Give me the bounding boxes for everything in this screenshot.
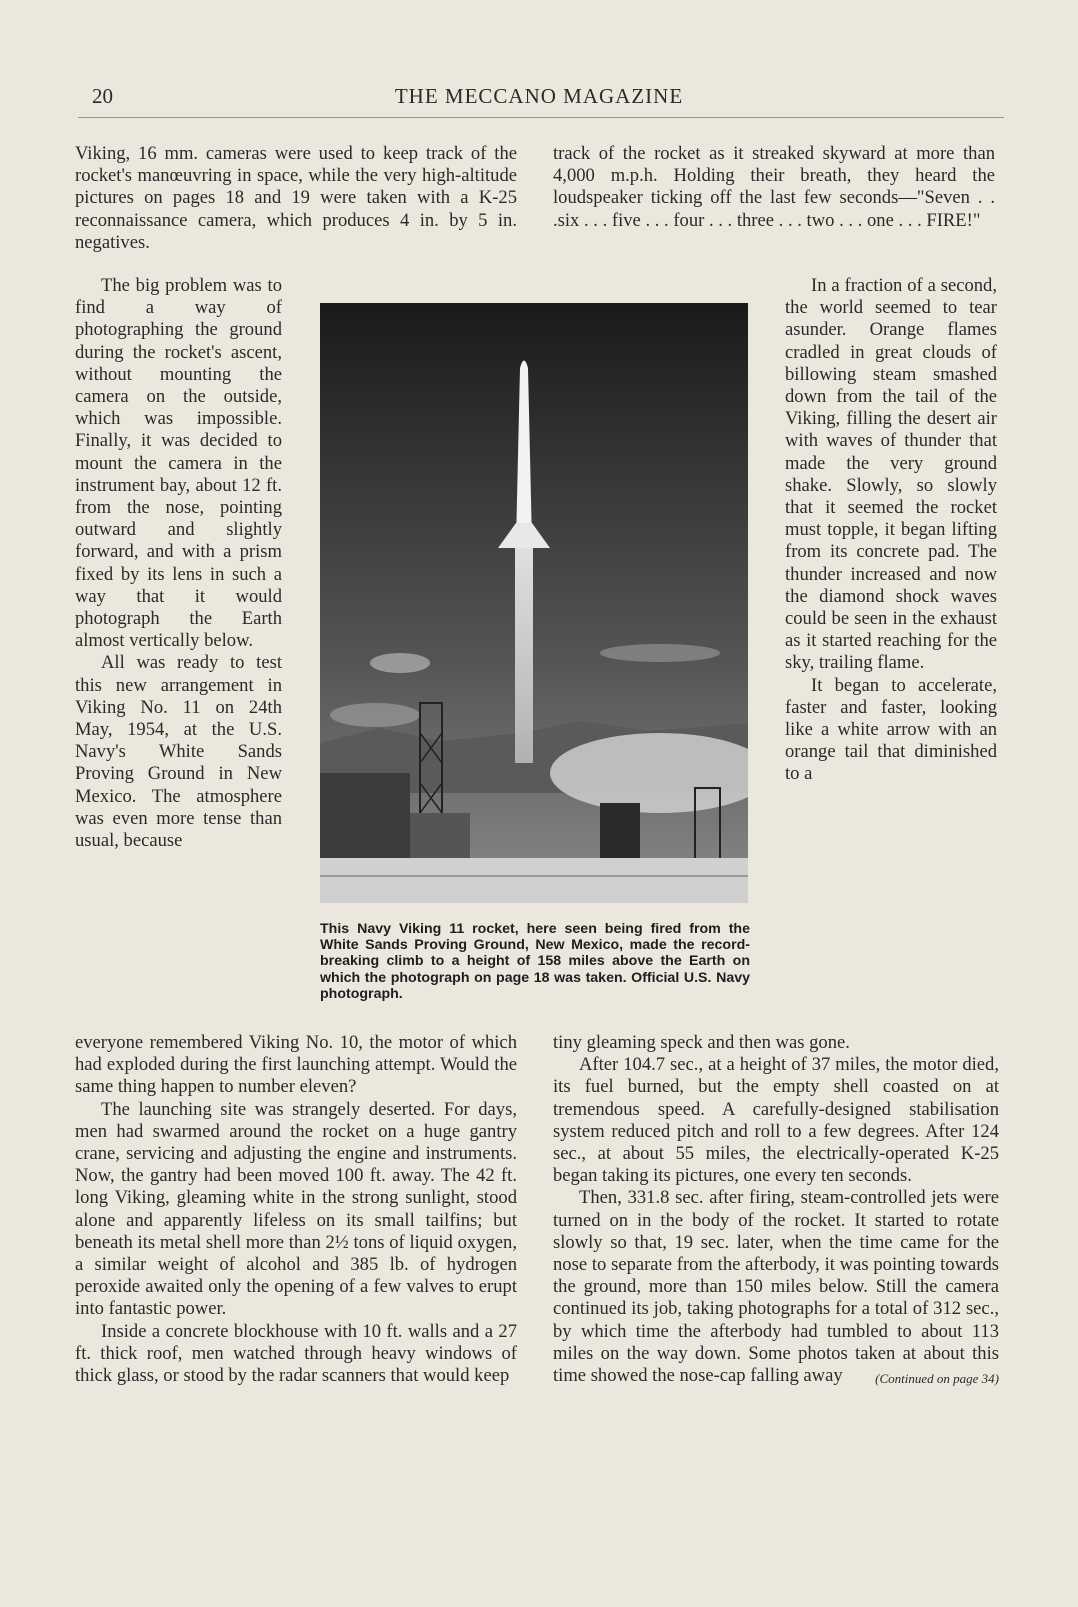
paragraph: track of the rocket as it streaked skyward at more than 4,000 m.p.h. Holding their breath, they heard the loudspeaker ticking off the last few seconds—"Seven . . .six . . . five . . . four . . . three . . . two . . . one . . . FIRE!" — [553, 143, 995, 231]
paragraph-text: Then, 331.8 sec. after firing, steam-controlled jets were turned on in the body of the rocket. It started to rotate slowly so that, 19 sec. later, when the time came for the nose to separate from the afterbody, it was pointing towards the ground, more than 150 miles below. Still the camera continued its job, taking photographs for a total of 312 sec., by which time the afterbody had tumbled to about 113 miles on the way down. Some photos taken at about this time showed the nose-cap falling away — [553, 1187, 999, 1387]
paragraph — [553, 1187, 999, 1387]
rocket-launch-photo — [320, 303, 748, 903]
paragraph: The launching site was strangely deserted. For days, men had swarmed around the rocket on a huge gantry crane, servicing and adjusting the engine and instruments. Now, the gantry had been moved 100 ft. away. The 42 ft. long Viking, gleaming white in the strong sunlight, stood alone and apparently lifeless on its small tailfins; but beneath its metal shell more than 2½ tons of liquid oxygen, a similar weight of alcohol and 385 lb. of hydrogen peroxide awaited only the opening of a few valves to erupt into fantastic power. — [75, 1098, 517, 1320]
page-number: 20 — [92, 84, 113, 108]
paragraph: In a fraction of a second, the world seemed to tear asunder. Orange flames cradled in great clouds of billowing steam smashed down from the tail of the Viking, filling the desert air with waves of thunder that made the very ground shake. Slowly, so slowly that it seemed the rocket must topple, it began lifting from its concrete pad. The thunder increased and now the diamond shock waves could be seen in the exhaust as it started reaching for the sky, trailing flame. — [785, 275, 997, 674]
paragraph: It began to accelerate, faster and faster, looking like a white arrow with an orange tail that diminished to a — [785, 674, 997, 785]
paragraph: After 104.7 sec., at a height of 37 miles, the motor died, its fuel burned, but the empty shell coasted on at tremendous speed. A carefully-designed stabilisation system reduced pitch and roll to a few degrees. After 124 sec., at about 55 miles, the electrically-operated K-25 began taking its pictures, one every ten seconds. — [553, 1054, 999, 1187]
paragraph: tiny gleaming speck and then was gone. — [553, 1032, 850, 1053]
narrow-right-column — [785, 275, 997, 786]
paragraph: everyone remembered Viking No. 10, the motor of which had exploded during the first launching attempt. Would the same thing happen to number eleven? — [75, 1032, 517, 1098]
rocket-launch-illustration — [320, 303, 748, 903]
intro-right-column — [553, 143, 995, 232]
photo-caption: This Navy Viking 11 rocket, here seen being fired from the White Sands Proving Ground, New Mexico, made the record-breaking climb to a height of 158 miles above the Earth on which the photograph on page 18 was taken. Official U.S. Navy photograph. — [320, 921, 750, 1002]
paragraph: Inside a concrete blockhouse with 10 ft. walls and a 27 ft. thick roof, men watched through heavy windows of thick glass, or stood by the radar scanners that would keep — [75, 1320, 517, 1387]
header-rule — [78, 117, 1004, 118]
narrow-left-column — [75, 275, 282, 852]
bottom-left-column — [75, 1032, 517, 1387]
paragraph: All was ready to test this new arrangement in Viking No. 11 on 24th May, 1954, at the U.S. Navy's White Sands Proving Ground in New Mexico. The atmosphere was even more tense than usual, because — [75, 652, 282, 852]
paragraph: Viking, 16 mm. cameras were used to keep track of the rocket's manœuvring in space, while the very high-altitude pictures on pages 18 and 19 were taken with a K-25 reconnaissance camera, which produces 4 in. by 5 in. negatives. — [75, 143, 517, 253]
paragraph: The big problem was to find a way of photographing the ground during the rocket's ascent, without mounting the camera on the outside, which was impossible. Finally, it was decided to mount the camera in the instrument bay, about 12 ft. from the nose, pointing outward and slightly forward, and with a prism fixed by its lens in such a way that it would photograph the Earth almost vertically below. — [75, 275, 282, 652]
intro-left-column — [75, 143, 517, 254]
bottom-right-column — [553, 1032, 999, 1390]
continued-note: (Continued on page 34) — [875, 1371, 999, 1387]
magazine-title: THE MECCANO MAGAZINE — [394, 84, 684, 108]
